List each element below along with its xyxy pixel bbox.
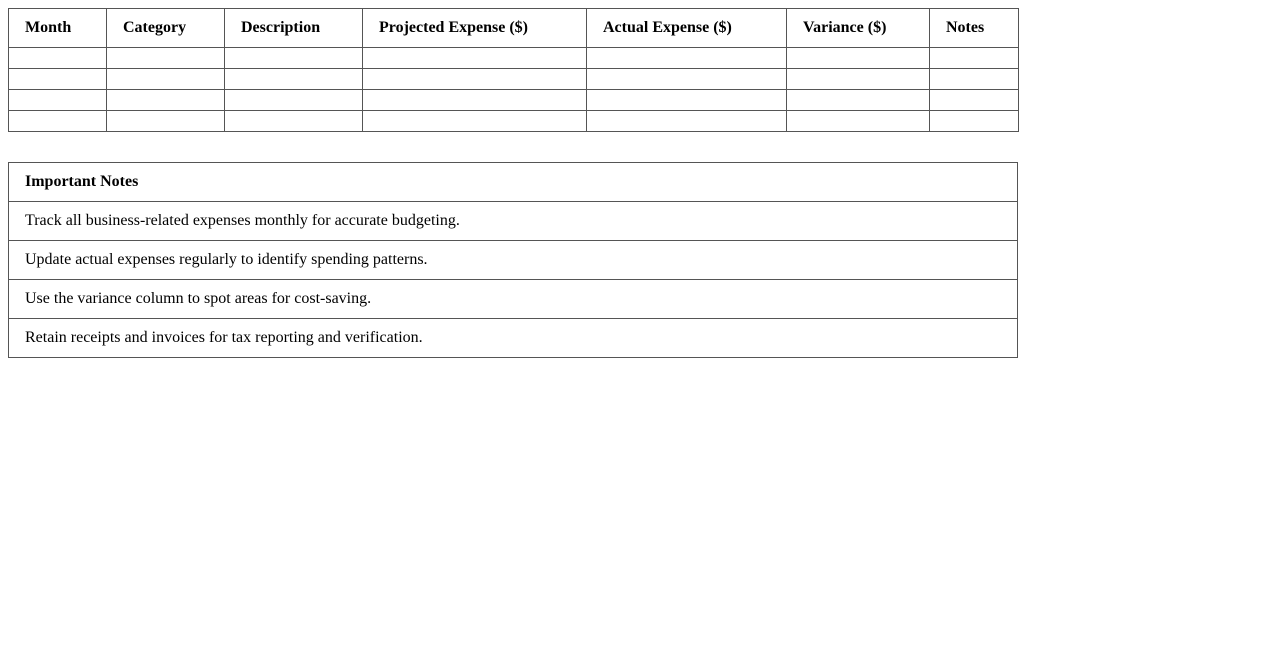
- table-cell[interactable]: [107, 90, 225, 111]
- expense-table: [8, 8, 1019, 132]
- note-text: Retain receipts and invoices for tax reporting and verification.: [9, 319, 1018, 358]
- list-item: [9, 202, 1018, 241]
- table-row: [9, 48, 1019, 69]
- table-cell[interactable]: [787, 111, 930, 132]
- column-header-projected-expense: Projected Expense ($): [363, 9, 587, 48]
- table-cell[interactable]: [107, 48, 225, 69]
- table-cell[interactable]: [9, 69, 107, 90]
- table-cell[interactable]: [9, 48, 107, 69]
- column-header-description: Description: [225, 9, 363, 48]
- table-cell[interactable]: [225, 90, 363, 111]
- table-cell[interactable]: [363, 48, 587, 69]
- column-header-actual-expense: Actual Expense ($): [587, 9, 787, 48]
- table-row: [9, 90, 1019, 111]
- column-header-variance: Variance ($): [787, 9, 930, 48]
- table-cell[interactable]: [363, 69, 587, 90]
- notes-header-row: [9, 163, 1018, 202]
- table-cell[interactable]: [587, 69, 787, 90]
- table-cell[interactable]: [930, 90, 1019, 111]
- list-item: [9, 280, 1018, 319]
- table-row: [9, 69, 1019, 90]
- notes-title: Important Notes: [9, 163, 1018, 202]
- table-cell[interactable]: [9, 111, 107, 132]
- table-cell[interactable]: [225, 111, 363, 132]
- table-cell[interactable]: [930, 111, 1019, 132]
- table-cell[interactable]: [787, 90, 930, 111]
- table-cell[interactable]: [363, 90, 587, 111]
- table-cell[interactable]: [225, 48, 363, 69]
- table-cell[interactable]: [225, 69, 363, 90]
- table-cell[interactable]: [363, 111, 587, 132]
- table-cell[interactable]: [587, 90, 787, 111]
- table-cell[interactable]: [787, 69, 930, 90]
- table-cell[interactable]: [9, 90, 107, 111]
- column-header-month: Month: [9, 9, 107, 48]
- note-text: Use the variance column to spot areas for cost-saving.: [9, 280, 1018, 319]
- table-cell[interactable]: [587, 48, 787, 69]
- note-text: Track all business-related expenses monthly for accurate budgeting.: [9, 202, 1018, 241]
- table-cell[interactable]: [930, 69, 1019, 90]
- table-cell[interactable]: [587, 111, 787, 132]
- column-header-category: Category: [107, 9, 225, 48]
- list-item: [9, 319, 1018, 358]
- table-cell[interactable]: [107, 69, 225, 90]
- list-item: [9, 241, 1018, 280]
- column-header-notes: Notes: [930, 9, 1019, 48]
- notes-table: [8, 162, 1018, 358]
- table-cell[interactable]: [930, 48, 1019, 69]
- table-header-row: [9, 9, 1019, 48]
- note-text: Update actual expenses regularly to identify spending patterns.: [9, 241, 1018, 280]
- table-cell[interactable]: [787, 48, 930, 69]
- table-row: [9, 111, 1019, 132]
- table-cell[interactable]: [107, 111, 225, 132]
